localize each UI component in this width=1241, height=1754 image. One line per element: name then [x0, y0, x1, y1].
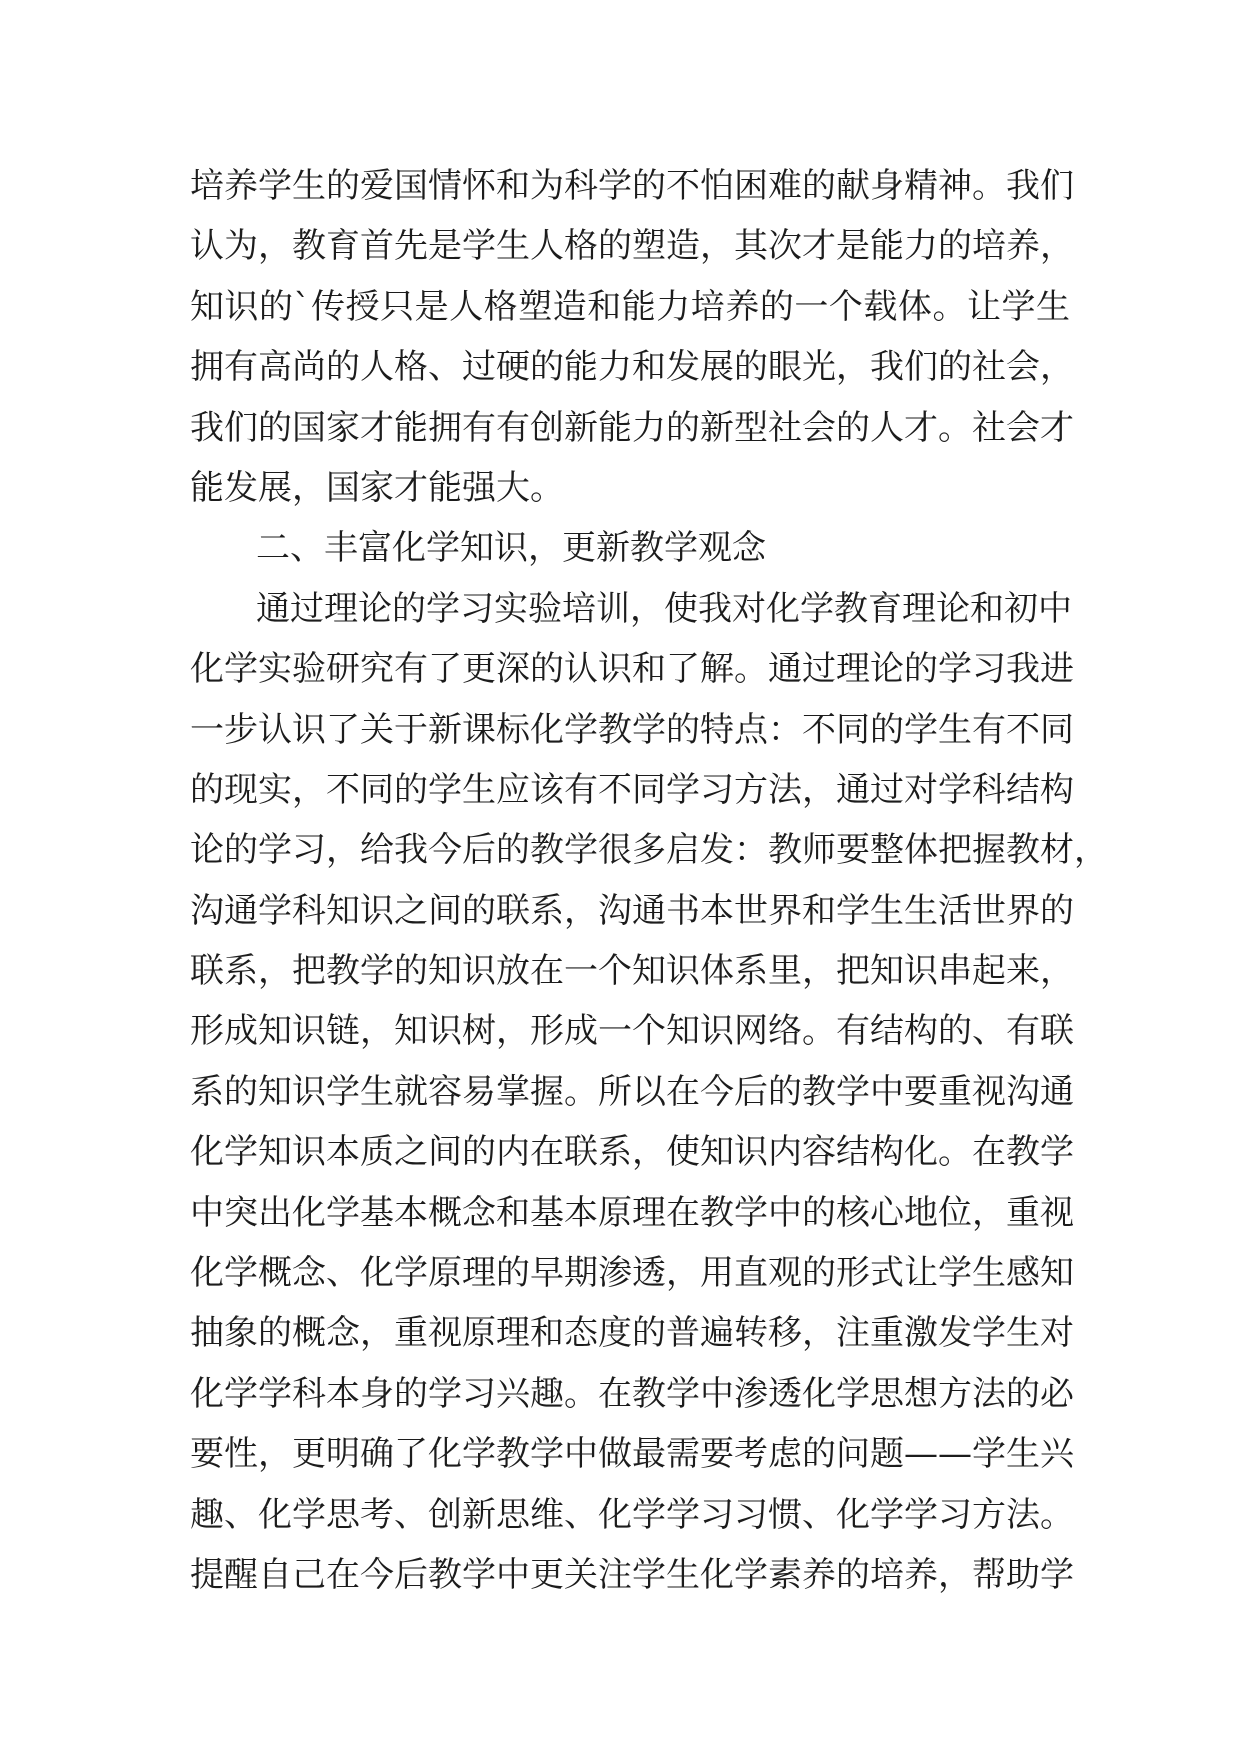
body-text — [190, 156, 1108, 1605]
text-line: 提醒自己在今后教学中更关注学生化学素养的培养，帮助学 — [190, 1554, 1074, 1595]
text-line: 论的学习，给我今后的教学很多启发：教师要整体把握教材， — [190, 830, 1108, 871]
text-line: 抽象的概念，重视原理和态度的普遍转移，注重激发学生对 — [190, 1313, 1074, 1354]
text-line: 认为，教育首先是学生人格的塑造，其次才是能力的培养， — [190, 226, 1074, 267]
text-line: 趣、化学思考、创新思维、化学学习习惯、化学学习方法。 — [190, 1494, 1074, 1535]
text-line: 一步认识了关于新课标化学教学的特点：不同的学生有不同 — [190, 709, 1074, 750]
text-line: 知识的`传授只是人格塑造和能力培养的一个载体。让学生 — [190, 286, 1070, 327]
text-line: 的现实，不同的学生应该有不同学习方法，通过对学科结构 — [190, 769, 1074, 810]
text-line: 拥有高尚的人格、过硬的能力和发展的眼光，我们的社会， — [190, 347, 1074, 388]
text-line: 系的知识学生就容易掌握。所以在今后的教学中要重视沟通 — [190, 1071, 1074, 1112]
text-line: 沟通学科知识之间的联系，沟通书本世界和学生生活世界的 — [190, 890, 1074, 931]
section-heading: 二、丰富化学知识，更新教学观念 — [256, 528, 766, 569]
text-line: 形成知识链，知识树，形成一个知识网络。有结构的、有联 — [190, 1011, 1074, 1052]
text-line: 化学学科本身的学习兴趣。在教学中渗透化学思想方法的必 — [190, 1373, 1074, 1414]
text-line: 中突出化学基本概念和基本原理在教学中的核心地位，重视 — [190, 1192, 1074, 1233]
text-line: 化学实验研究有了更深的认识和了解。通过理论的学习我进 — [190, 649, 1074, 690]
text-line: 化学概念、化学原理的早期渗透，用直观的形式让学生感知 — [190, 1253, 1074, 1294]
text-line: 能发展，国家才能强大。 — [190, 467, 564, 508]
text-line: 要性，更明确了化学教学中做最需要考虑的问题——学生兴 — [190, 1434, 1074, 1475]
text-line: 我们的国家才能拥有有创新能力的新型社会的人才。社会才 — [190, 407, 1074, 448]
text-line: 联系，把教学的知识放在一个知识体系里，把知识串起来， — [190, 951, 1074, 992]
text-line: 培养学生的爱国情怀和为科学的不怕困难的献身精神。我们 — [190, 166, 1074, 206]
text-line: 化学知识本质之间的内在联系，使知识内容结构化。在教学 — [190, 1132, 1074, 1173]
text-line: 通过理论的学习实验培训，使我对化学教育理论和初中 — [256, 588, 1072, 629]
